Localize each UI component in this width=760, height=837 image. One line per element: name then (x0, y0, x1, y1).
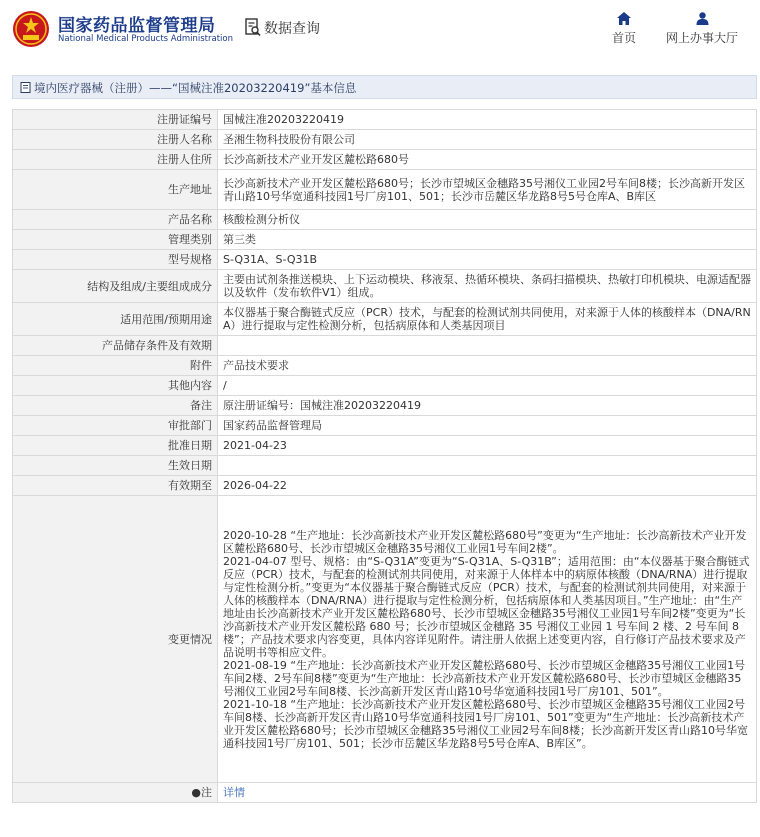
site-title[interactable]: 国家药品监督管理局 (58, 16, 216, 36)
row-value: / (218, 376, 757, 396)
table-row (13, 456, 757, 476)
table-row (13, 416, 757, 436)
table-row (13, 170, 757, 210)
row-label: 有效期至 (13, 476, 218, 496)
table-row (13, 436, 757, 456)
document-search-icon (245, 18, 261, 37)
row-label: 审批部门 (13, 416, 218, 436)
note-value (218, 783, 757, 803)
row-label: 批准日期 (13, 436, 218, 456)
data-query-label: 数据查询 (264, 21, 320, 37)
row-label: 变更情况 (13, 496, 218, 783)
table-row (13, 476, 757, 496)
table-row (13, 210, 757, 230)
row-label: 产品名称 (13, 210, 218, 230)
row-value: 国家药品监督管理局 (218, 416, 757, 436)
row-label: 生效日期 (13, 456, 218, 476)
row-value (218, 456, 757, 476)
note-label: ●注 (13, 783, 218, 803)
details-link[interactable]: 详情 (223, 786, 245, 799)
site-header (0, 0, 760, 60)
table-row (13, 303, 757, 336)
nav-home[interactable] (606, 12, 642, 46)
row-value (218, 336, 757, 356)
row-label: 型号规格 (13, 250, 218, 270)
table-row (13, 396, 757, 416)
nav-online-office[interactable] (660, 12, 744, 46)
table-row (13, 376, 757, 396)
info-table-body (13, 110, 757, 803)
row-label: 其他内容 (13, 376, 218, 396)
home-icon (617, 12, 631, 25)
row-value: 核酸检测分析仪 (218, 210, 757, 230)
row-label: 生产地址 (13, 170, 218, 210)
table-row (13, 270, 757, 303)
breadcrumb (12, 75, 757, 99)
row-value: 原注册证编号：国械注准20203220419 (218, 396, 757, 416)
nav-office-label: 网上办事大厅 (665, 31, 738, 45)
row-label: 附件 (13, 356, 218, 376)
row-label: 产品储存条件及有效期 (13, 336, 218, 356)
row-label: 适用范围/预期用途 (13, 303, 218, 336)
table-row (13, 230, 757, 250)
table-row (13, 250, 757, 270)
document-icon (20, 82, 31, 93)
site-subtitle: National Medical Products Administration (58, 34, 233, 44)
breadcrumb-text: 境内医疗器械（注册）——“国械注准20203220419”基本信息 (34, 81, 357, 95)
registration-info-table (12, 109, 757, 803)
row-value: 长沙高新技术产业开发区麓松路680号 (218, 150, 757, 170)
row-value: 第三类 (218, 230, 757, 250)
row-label: 注册人住所 (13, 150, 218, 170)
row-label: 注册人名称 (13, 130, 218, 150)
user-icon (696, 12, 709, 25)
table-row (13, 150, 757, 170)
row-value: 本仪器基于聚合酶链式反应（PCR）技术，与配套的检测试剂共同使用，对来源于人体的核酸样本（DNA/RNA）进行提取与定性检测分析，包括病原体和人类基因项目 (218, 303, 757, 336)
national-emblem-icon[interactable] (12, 10, 50, 48)
table-row (13, 356, 757, 376)
row-value: S-Q31A、S-Q31B (218, 250, 757, 270)
row-value: 长沙高新技术产业开发区麓松路680号；长沙市望城区金穗路35号湘仪工业园2号车间8楼；长沙高新开发区青山路10号华宽通科技园1号厂房101、501；长沙市岳麓区华龙路8号5号仓库A、B库区 (218, 170, 757, 210)
table-row (13, 496, 757, 783)
nav-home-label: 首页 (611, 31, 636, 45)
row-value: 2026-04-22 (218, 476, 757, 496)
row-label: 结构及组成/主要组成成分 (13, 270, 218, 303)
table-row (13, 783, 757, 803)
row-value: 主要由试剂条推送模块、上下运动模块、移液泵、热循环模块、条码扫描模块、热敏打印机模块、电源适配器以及软件（发布软件V1）组成。 (218, 270, 757, 303)
row-value: 2020-10-28 “生产地址：长沙高新技术产业开发区麓松路680号”变更为“生产地址：长沙高新技术产业开发区麓松路680号、长沙市望城区金穗路35号湘仪工业园1号车间2楼”。 2021-04-07 型号、规格：由“S-Q31A”变更为“S-Q31A、S-Q31B”；适用范围：由“本仪器基于聚合酶链式反应（PCR）技术，与配套的检测试剂共同使用，对来源于人体样本中的病原体核酸（DNA/RNA）进行提取与定性检测分析。”变更为“本仪器基于聚合酶链式反应（PCR）技术，与配套的检测试剂共同使用，对来源于人体的核酸样本（DNA/RNA）进行提取与定性检测分析，包括病原体和人类基因项目。”生产地址：由“生产地址由长沙高新技术产业开发区麓松路680号、长沙市望城区金穗路35号湘仪工业园1号车间2楼”变更为“长沙高新技术产业开发区麓松路 680 号；长沙市望城区金穗路 35 号湘仪工业园 1 号车间 2 楼、2 号车间 8 楼”；产品技术要求内容变更，具体内容详见附件。请注册人依据上述变更内容，自行修订产品技术要求及产品说明书等相应文件。 2021-08-19 “生产地址：长沙高新技术产业开发区麓松路680号、长沙市望城区金穗路35号湘仪工业园1号车间2楼、2号车间8楼”变更为“生产地址：长沙高新技术产业开发区麓松路680号、长沙市望城区金穗路35号湘仪工业园2号车间8楼、长沙高新开发区青山路10号华宽通科技园1号厂房101、501”。 2021-10-18 “生产地址：长沙高新技术产业开发区麓松路680号、长沙市望城区金穗路35号湘仪工业园2号车间8楼、长沙高新开发区青山路10号华宽通科技园1号厂房101、501”变更为“生产地址：长沙高新技术产业开发区麓松路680号；长沙市望城区金穗路35号湘仪工业园2号车间8楼；长沙高新开发区青山路10号华宽通科技园1号厂房101、501；长沙市岳麓区华龙路8号5号仓库A、B库区”。 (218, 496, 757, 783)
row-value: 圣湘生物科技股份有限公司 (218, 130, 757, 150)
table-row (13, 110, 757, 130)
row-label: 注册证编号 (13, 110, 218, 130)
row-value: 国械注准20203220419 (218, 110, 757, 130)
row-value: 产品技术要求 (218, 356, 757, 376)
row-value: 2021-04-23 (218, 436, 757, 456)
table-row (13, 130, 757, 150)
row-label: 管理类别 (13, 230, 218, 250)
row-label: 备注 (13, 396, 218, 416)
table-row (13, 336, 757, 356)
